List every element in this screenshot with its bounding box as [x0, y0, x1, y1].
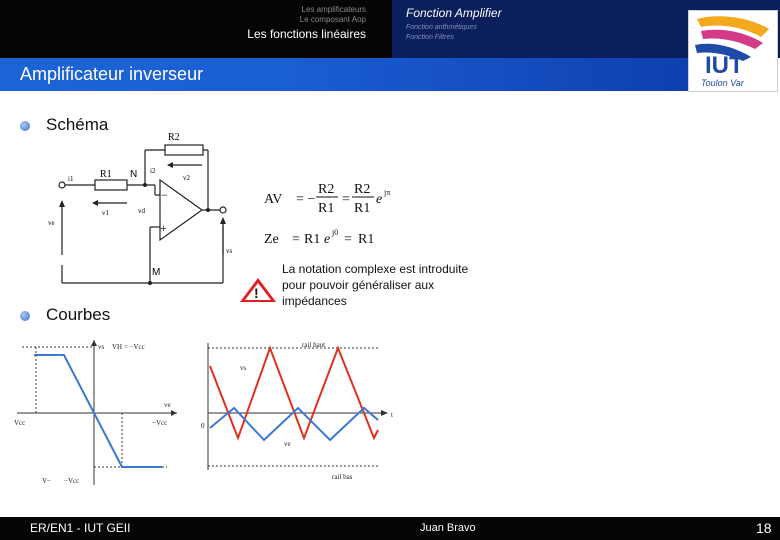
section-sub-filtres[interactable]: Fonction Filtres	[406, 34, 454, 41]
iut-logo	[688, 10, 778, 92]
plus-sign: +	[160, 221, 167, 235]
formula-av: AV	[264, 192, 283, 207]
minus-sign: −	[161, 188, 168, 202]
label-t-axis: t	[391, 411, 393, 419]
node-dot	[143, 183, 147, 187]
page-title: Amplificateur inverseur	[20, 64, 204, 84]
equals-sign: =	[292, 232, 300, 247]
formula-r2-num2: R2	[354, 182, 371, 197]
exp-base: e	[324, 232, 331, 247]
arrow-head	[59, 200, 65, 207]
arrow-head	[92, 200, 98, 206]
nav-item-amplificateurs[interactable]: Les amplificateurs	[301, 5, 366, 14]
label-v1: v1	[102, 209, 109, 217]
label-ve: ve	[48, 219, 55, 227]
label-vcc-left: Vcc	[14, 419, 26, 427]
vs-waveform	[210, 348, 378, 438]
label-i2: i2	[150, 167, 156, 175]
formula-r1-den: R1	[318, 201, 335, 216]
footer-course: ER/EN1 - IUT GEII	[30, 521, 131, 535]
label-i1: i1	[68, 175, 74, 183]
label-vs: vs	[226, 247, 233, 255]
transfer-characteristic-plot	[12, 335, 187, 490]
arrow-head	[167, 162, 173, 168]
resistor-r2	[165, 145, 203, 155]
arrow-head	[381, 410, 388, 416]
output-terminal	[220, 207, 226, 213]
label-v-bottom: V−	[42, 477, 52, 485]
logo-graphic	[689, 11, 777, 91]
formula-exp-j0: j0	[332, 228, 339, 237]
warning-icon	[238, 276, 278, 304]
section-title[interactable]: Fonction Amplifier	[406, 6, 502, 20]
label-rail-haut: rail haut	[302, 341, 326, 349]
label-vd: vd	[138, 207, 145, 215]
equals-sign: =	[342, 192, 350, 207]
formula-exp-jpi: jπ	[384, 188, 391, 197]
section-sub-arithmetiques[interactable]: Fonction arithmétiques	[406, 24, 477, 31]
bullet-icon	[20, 311, 30, 321]
arrow-head	[220, 217, 226, 224]
formula-r1-den2: R1	[354, 201, 371, 216]
input-terminal	[59, 182, 65, 188]
label-vs-axis: vs	[98, 343, 105, 351]
exp-base: e	[376, 192, 383, 207]
nav-item-composant-aop[interactable]: Le composant Aop	[299, 15, 366, 24]
bullet-schema: Schéma	[46, 115, 109, 134]
label-vcc-right: −Vcc	[152, 419, 168, 427]
equals-sign: =	[344, 232, 352, 247]
label-node-m: M	[152, 267, 161, 278]
formula-r1-z2: R1	[358, 232, 375, 247]
arrow-head	[171, 410, 177, 416]
label-ve-axis: ve	[164, 401, 171, 409]
label-vsat-top: VH = −Vcc	[112, 343, 145, 351]
equals-sign: = −	[296, 192, 316, 207]
formula-ze: Ze	[264, 232, 279, 247]
resistor-r1	[95, 180, 127, 190]
time-domain-plot	[198, 338, 398, 488]
formula-block	[262, 175, 402, 257]
nav-item-fonctions-lineaires[interactable]: Les fonctions linéaires	[247, 27, 366, 41]
warning-icon-symbol: !	[254, 285, 259, 301]
label-rail-bas: rail bas	[332, 473, 353, 481]
label-vs-curve: vs	[240, 364, 247, 372]
formula-r1-z: R1	[304, 232, 321, 247]
label-r2: R2	[168, 132, 180, 143]
bullet-curves: Courbes	[46, 305, 111, 324]
bullet-icon	[20, 121, 30, 131]
label-zero: 0	[201, 422, 205, 430]
label-node-n: N	[130, 169, 138, 180]
node-dot	[206, 208, 210, 212]
arrow-head	[91, 340, 97, 346]
label-vcc-bottom: −Vcc	[64, 477, 80, 485]
page-number: 18	[756, 520, 772, 536]
logo-caption: Toulon Var	[701, 78, 744, 88]
formula-r2-num: R2	[318, 182, 335, 197]
inverting-amplifier-schematic	[40, 125, 240, 290]
label-r1: R1	[100, 169, 112, 180]
logo-text: IUT	[705, 52, 744, 79]
note-text: La notation complexe est introduite pour pouvoir généraliser aux impédances	[282, 262, 469, 308]
node-dot	[148, 281, 152, 285]
transfer-curve	[34, 355, 162, 467]
footer-author: Juan Bravo	[420, 522, 476, 534]
label-v2: v2	[183, 174, 190, 182]
label-ve-curve: ve	[284, 440, 291, 448]
